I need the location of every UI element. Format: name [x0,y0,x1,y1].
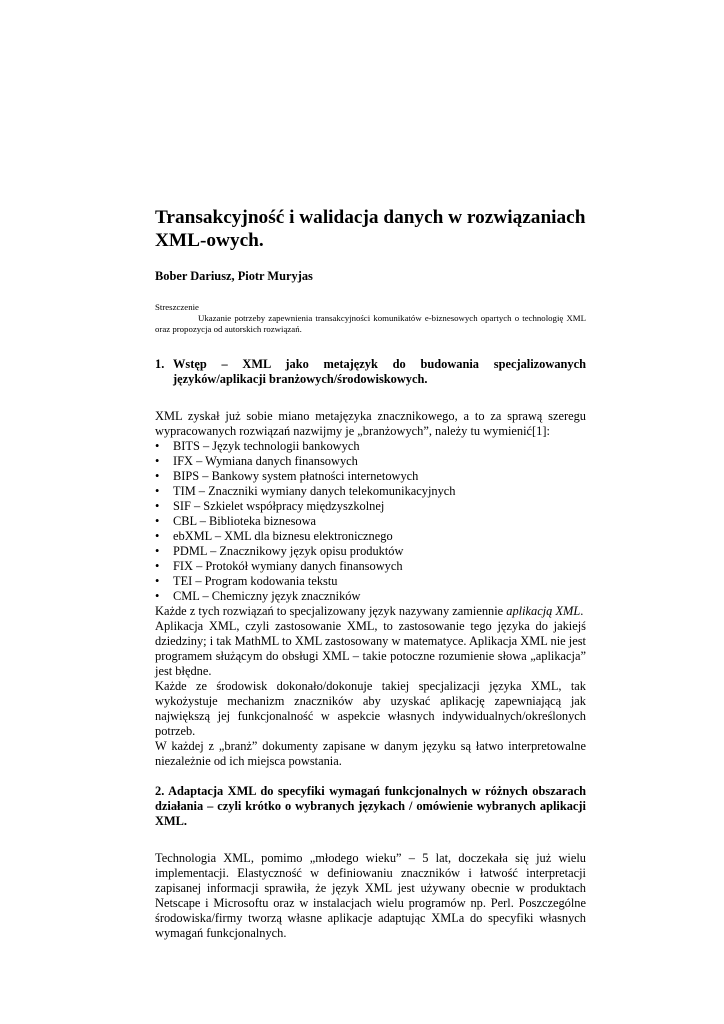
authors: Bober Dariusz, Piotr Muryjas [155,269,313,283]
abstract-label: Streszczenie [155,302,199,312]
xml-applications-list [155,439,586,604]
paper-content [155,206,586,941]
list-item [155,559,586,574]
bullet-icon: • [155,454,160,468]
list-item [155,454,586,469]
list-item [155,499,586,514]
bullet-icon: • [155,484,160,498]
paragraph-text: Każde z tych rozwiązań to specjalizowany język nazywany zamiennie [155,604,507,618]
list-item-text: BIPS – Bankowy system płatności internetowych [173,469,419,483]
section-2-paragraph-1: Technologia XML, pomimo „młodego wieku” – 5 lat, doczekała się już wielu implementacji. Elastyczność w definiowaniu znaczników i łatwość interpretacji zapisanej informacji sprawiła, że język XML jest używany obecnie w produktach Netscape i Microsoftu oraz w instalacjach wielu programów np. Perl. Poszczególne środowiska/firmy tworzą własne aplikacje adaptując XMLa do specyfiki własnych wymagań funkcjonalnych. [155,851,586,940]
bullet-icon: • [155,574,160,588]
title-line-2: XML-owych. [155,230,264,251]
list-item-text: ebXML – XML dla biznesu elektronicznego [173,529,393,543]
section-1-paragraph-1 [155,604,586,619]
list-item [155,514,586,529]
title-line-1: Transakcyjność i walidacja danych w rozwiązaniach [155,207,586,228]
bullet-icon: • [155,439,160,453]
abstract-text: Ukazanie potrzeby zapewnienia transakcyjności komunikatów e-biznesowych opartych o technologię XML oraz propozycja od autorskich rozwiązań. [155,313,586,334]
section-1-heading-text: Wstęp – XML jako metajęzyk do budowania specjalizowanych języków/aplikacji branżowych/środowiskowych. [173,357,586,386]
list-item [155,544,586,559]
list-item [155,484,586,499]
list-item-text: CBL – Biblioteka biznesowa [173,514,317,528]
section-2-heading: 2. Adaptacja XML do specyfiki wymagań funkcjonalnych w różnych obszarach działania – czyli krótko o wybranych językach / omówienie wybranych aplikacji XML. [155,784,586,828]
section-1-heading [155,357,586,387]
bullet-icon: • [155,589,160,603]
list-item [155,574,586,589]
list-item-text: FIX – Protokół wymiany danych finansowych [173,559,403,573]
list-item [155,469,586,484]
section-1-paragraph-2: Aplikacja XML, czyli zastosowanie XML, to zastosowanie tego języka do jakiejś dziedziny; i tak MathML to XML zastosowany w matematyce. Aplikacja XML nie jest programem służącym do obsługi XML – takie potoczne rozumienie słowa „aplikacja” jest błędne. [155,619,586,678]
list-item-text: BITS – Język technologii bankowych [173,439,360,453]
list-item-text: TIM – Znaczniki wymiany danych telekomunikacyjnych [173,484,456,498]
section-1-number: 1. [155,357,165,371]
bullet-icon: • [155,529,160,543]
bullet-icon: • [155,544,160,558]
bullet-icon: • [155,514,160,528]
section-1-intro: XML zyskał już sobie miano metajęzyka znacznikowego, a to za sprawą szeregu wypracowanych rozwiązań nazwijmy je „branżowych”, należy tu wymienić[1]: [155,409,586,438]
list-item-text: TEI – Program kodowania tekstu [173,574,338,588]
list-item [155,529,586,544]
paragraph-text-end: . [580,604,584,618]
paper-title [155,206,586,252]
bullet-icon: • [155,469,160,483]
italic-term: aplikacją XML [506,604,581,618]
section-1-paragraph-3: Każde ze środowisk dokonało/dokonuje takiej specjalizacji języka XML, tak wykożystuje mechanizm znaczników aby uzyskać aplikację zapewniającą jak największą jej funkcjonalność w aspekcie własnych indywidualnych/określonych potrzeb. [155,679,586,738]
bullet-icon: • [155,559,160,573]
list-item [155,589,586,604]
section-1-paragraph-4: W każdej z „branż” dokumenty zapisane w danym języku są łatwo interpretowalne niezależnie od ich miejsca powstania. [155,739,586,768]
list-item-text: CML – Chemiczny język znaczników [173,589,361,603]
list-item [155,439,586,454]
bullet-icon: • [155,499,160,513]
list-item-text: PDML – Znacznikowy język opisu produktów [173,544,404,558]
list-item-text: IFX – Wymiana danych finansowych [173,454,358,468]
list-item-text: SIF – Szkielet współpracy międzyszkolnej [173,499,385,513]
